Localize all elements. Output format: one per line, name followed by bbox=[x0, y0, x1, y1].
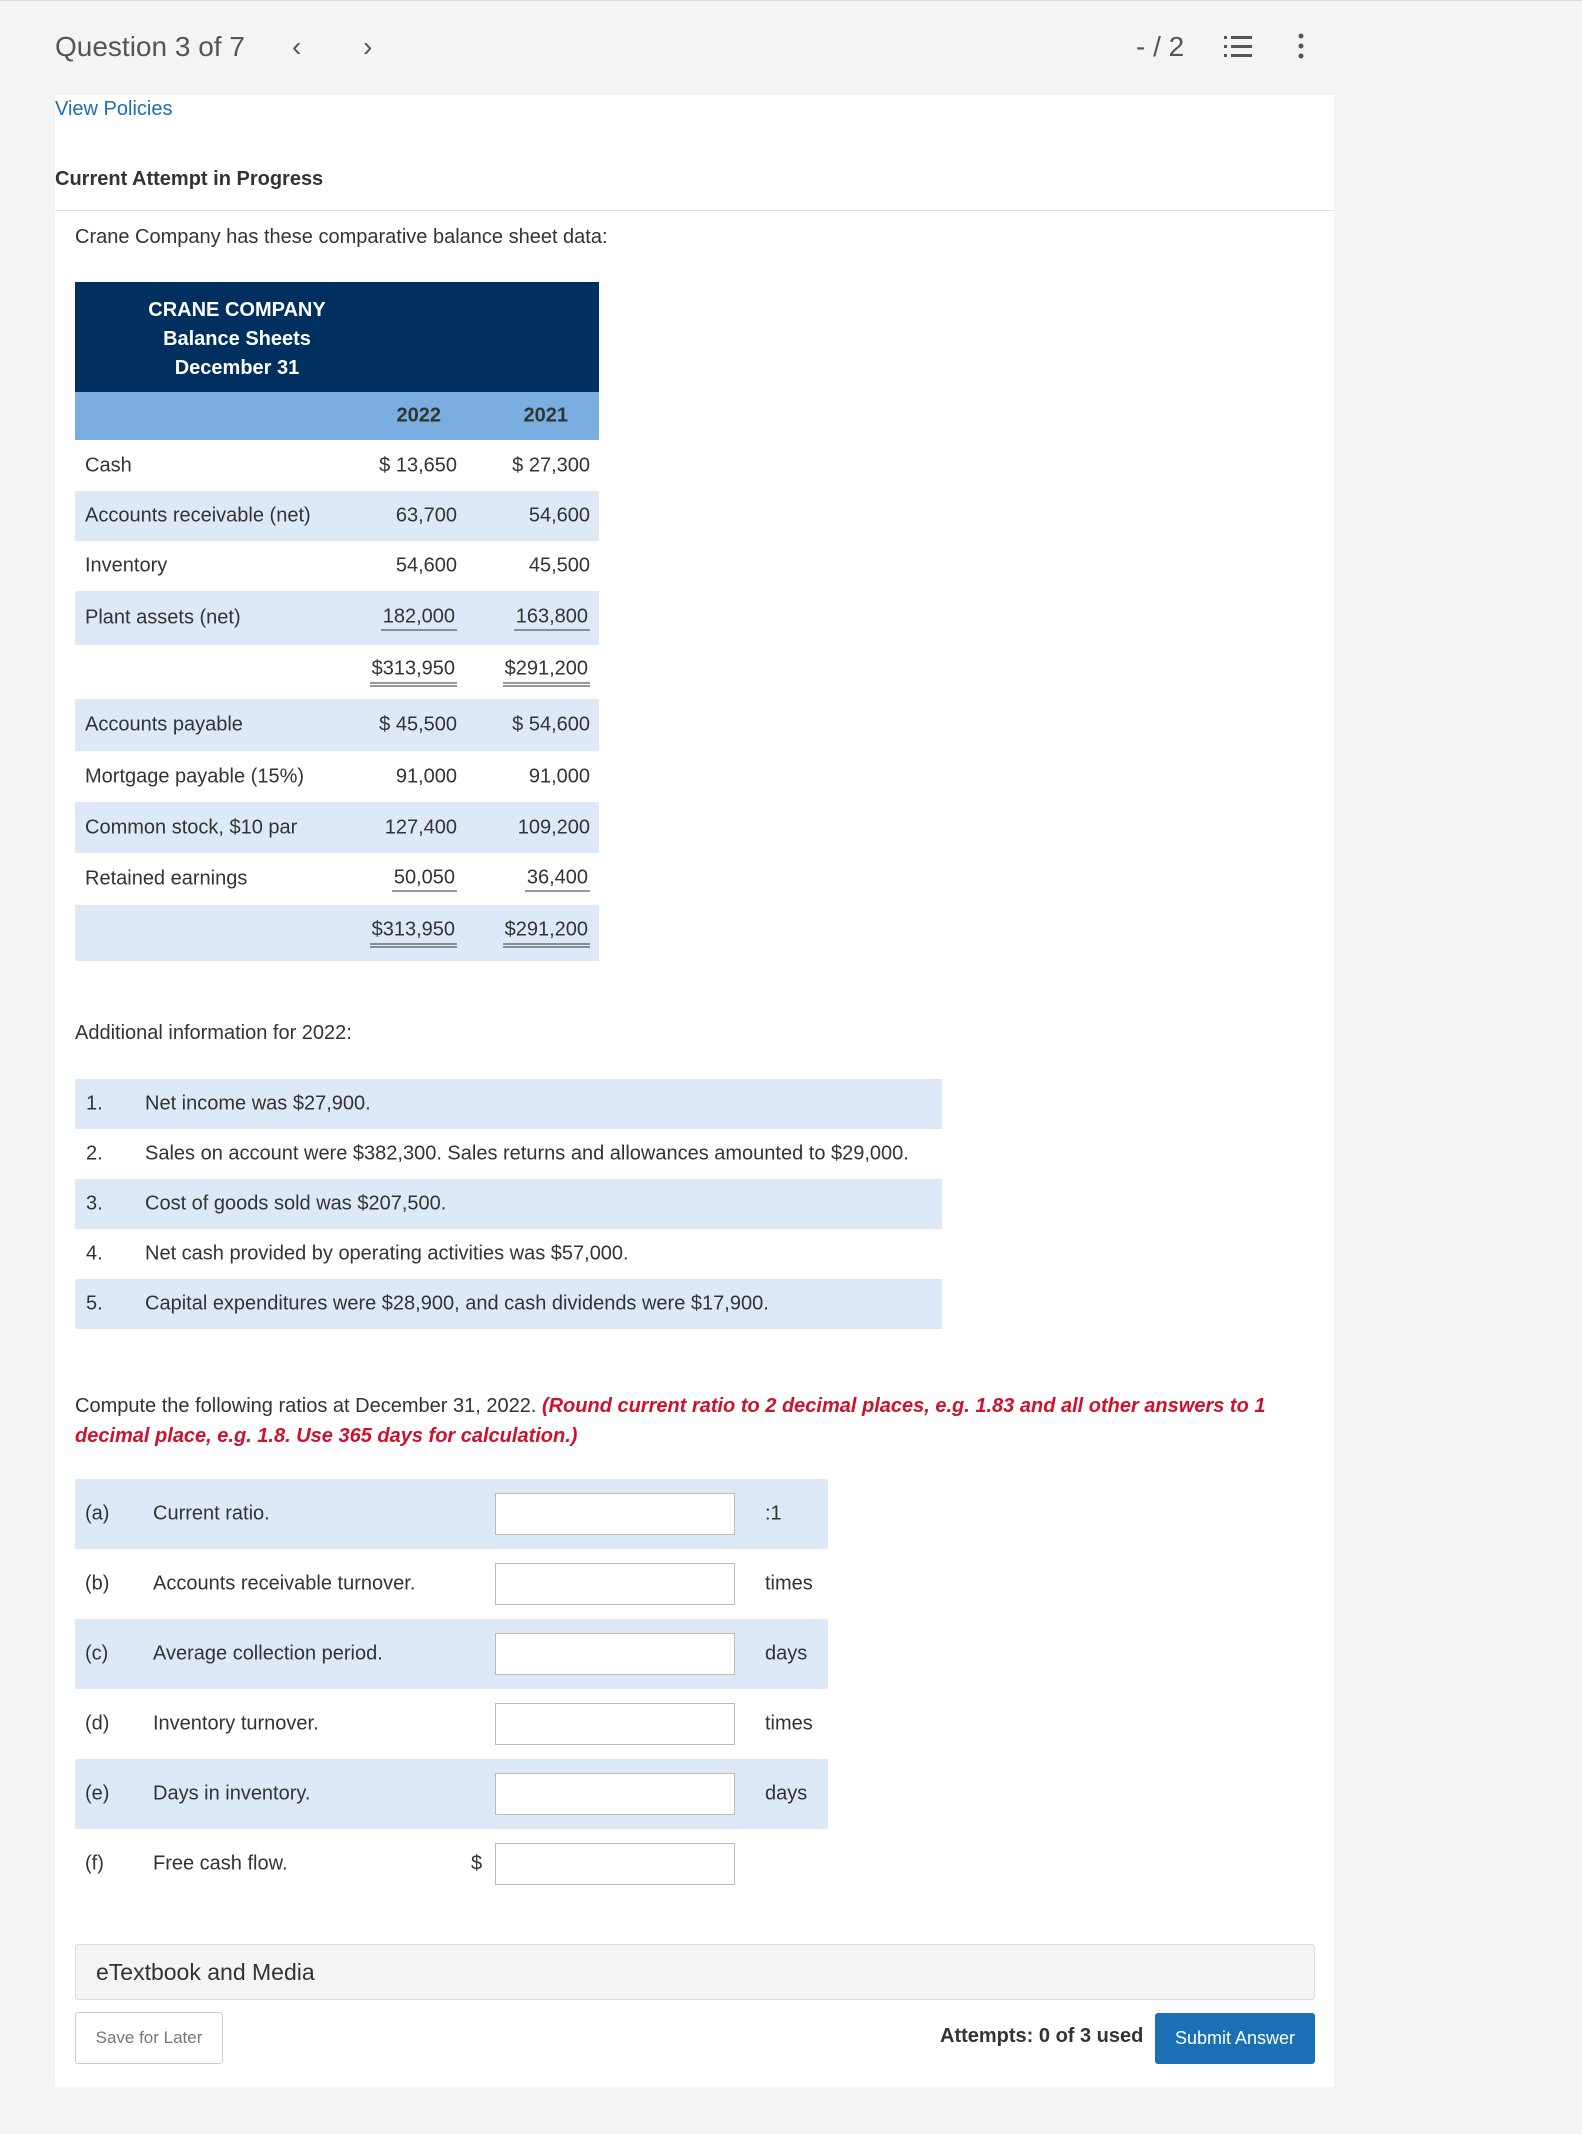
table-row bbox=[75, 440, 599, 491]
year-2021-header: 2021 bbox=[523, 404, 568, 427]
ratio-unit: times bbox=[765, 1712, 813, 1735]
list-item bbox=[75, 1279, 942, 1329]
table-row bbox=[75, 491, 599, 541]
value-2021: $291,200 bbox=[503, 658, 590, 687]
item-text: Net income was $27,900. bbox=[145, 1092, 371, 1115]
value-2022: 63,700 bbox=[395, 504, 457, 527]
item-text: Sales on account were $382,300. Sales returns and allowances amounted to $29,000. bbox=[145, 1142, 909, 1165]
ratio-letter: (b) bbox=[85, 1572, 110, 1595]
ratio-letter: (a) bbox=[85, 1502, 110, 1525]
row-label: Inventory bbox=[85, 554, 168, 577]
value-2021: 54,600 bbox=[528, 504, 590, 527]
item-number: 4. bbox=[86, 1242, 103, 1265]
value-2022: $ 45,500 bbox=[379, 713, 457, 736]
value-2021: 163,800 bbox=[514, 606, 590, 631]
view-policies-link[interactable]: View Policies bbox=[55, 98, 173, 120]
statement-date: December 31 bbox=[174, 357, 300, 379]
year-header-row bbox=[75, 392, 599, 440]
row-label: Accounts receivable (net) bbox=[85, 504, 311, 527]
ratio-row-days-in-inventory bbox=[75, 1759, 828, 1829]
divider bbox=[55, 210, 1334, 211]
value-2021: 36,400 bbox=[525, 867, 590, 892]
list-item bbox=[75, 1179, 942, 1229]
year-2022-header: 2022 bbox=[396, 404, 441, 427]
ratio-label: Inventory turnover. bbox=[153, 1712, 319, 1735]
value-2021: $ 27,300 bbox=[512, 454, 590, 476]
company-name: CRANE COMPANY bbox=[148, 299, 326, 321]
statement-name: Balance Sheets bbox=[163, 328, 311, 350]
balance-sheet-header bbox=[75, 282, 599, 392]
ratio-label: Average collection period. bbox=[153, 1642, 383, 1665]
item-number: 5. bbox=[86, 1292, 103, 1315]
etextbook-media-link[interactable]: eTextbook and Media bbox=[75, 1944, 1315, 2000]
rounding-note: (Round current ratio to 2 decimal places, e.g. 1.83 and all other answers to 1 decimal place, e.g. 1.8. Use 365 days for calculation.) bbox=[75, 1395, 1266, 1447]
table-row bbox=[75, 591, 599, 645]
value-2022: $313,950 bbox=[370, 919, 457, 948]
item-number: 2. bbox=[86, 1142, 103, 1165]
additional-info-heading: Additional information for 2022: bbox=[75, 1022, 352, 1044]
value-2021: $ 54,600 bbox=[512, 713, 590, 736]
ratio-row-ar-turnover bbox=[75, 1549, 828, 1619]
ratio-unit: days bbox=[765, 1642, 808, 1665]
ratio-letter: (e) bbox=[85, 1782, 110, 1805]
ratio-label: Current ratio. bbox=[153, 1502, 270, 1525]
ratio-row-inventory-turnover bbox=[75, 1689, 828, 1759]
table-row bbox=[75, 802, 599, 853]
balance-sheet-table bbox=[75, 282, 599, 961]
attempts-counter: Attempts: 0 of 3 used bbox=[940, 2025, 1144, 2047]
value-2022: 91,000 bbox=[395, 765, 457, 787]
ratio-prefix: $ bbox=[471, 1852, 483, 1875]
inventory-turnover-input[interactable] bbox=[495, 1703, 735, 1745]
table-row bbox=[75, 751, 599, 802]
free-cash-flow-input[interactable] bbox=[495, 1843, 735, 1885]
value-2022: $313,950 bbox=[370, 658, 457, 687]
ratio-label: Days in inventory. bbox=[153, 1782, 311, 1805]
list-item bbox=[75, 1129, 942, 1179]
additional-info-list bbox=[75, 1079, 942, 1329]
ratio-row-current-ratio bbox=[75, 1479, 828, 1549]
row-label: Plant assets (net) bbox=[85, 606, 241, 629]
attempt-status: Current Attempt in Progress bbox=[55, 168, 324, 190]
ratio-unit: days bbox=[765, 1782, 808, 1805]
question-score: - / 2 bbox=[1136, 31, 1185, 62]
value-2022: 127,400 bbox=[384, 816, 457, 838]
current-ratio-input[interactable] bbox=[495, 1493, 735, 1535]
table-row bbox=[75, 541, 599, 591]
ratio-letter: (f) bbox=[85, 1852, 104, 1875]
item-number: 1. bbox=[86, 1092, 103, 1115]
question-intro: Crane Company has these comparative balance sheet data: bbox=[75, 226, 608, 248]
table-row bbox=[75, 853, 599, 905]
more-options-icon[interactable] bbox=[1296, 31, 1306, 61]
value-2021: 45,500 bbox=[528, 554, 590, 577]
item-number: 3. bbox=[86, 1192, 103, 1215]
row-label: Common stock, $10 par bbox=[85, 816, 298, 838]
ratio-label: Free cash flow. bbox=[153, 1852, 288, 1875]
ar-turnover-input[interactable] bbox=[495, 1563, 735, 1605]
item-text: Capital expenditures were $28,900, and cash dividends were $17,900. bbox=[145, 1292, 769, 1315]
item-text: Cost of goods sold was $207,500. bbox=[145, 1192, 447, 1215]
value-2022: 50,050 bbox=[392, 867, 457, 892]
value-2021: 91,000 bbox=[528, 765, 590, 787]
total-liabilities-equity-row bbox=[75, 905, 599, 961]
ratio-answer-table bbox=[75, 1479, 828, 1899]
row-label: Cash bbox=[85, 454, 132, 476]
save-for-later-button[interactable]: Save for Later bbox=[75, 2012, 223, 2064]
ratio-unit: :1 bbox=[765, 1502, 782, 1525]
value-2022: 54,600 bbox=[395, 554, 457, 577]
ratio-letter: (c) bbox=[85, 1642, 109, 1665]
table-row bbox=[75, 699, 599, 751]
ratio-letter: (d) bbox=[85, 1712, 110, 1735]
ratio-label: Accounts receivable turnover. bbox=[153, 1572, 416, 1595]
ratio-unit: times bbox=[765, 1572, 813, 1595]
list-item bbox=[75, 1079, 942, 1129]
value-2022: $ 13,650 bbox=[379, 454, 457, 476]
value-2021: $291,200 bbox=[503, 919, 590, 948]
list-item bbox=[75, 1229, 942, 1279]
row-label: Retained earnings bbox=[85, 867, 248, 890]
collection-period-input[interactable] bbox=[495, 1633, 735, 1675]
row-label: Accounts payable bbox=[85, 713, 243, 736]
ratio-row-collection-period bbox=[75, 1619, 828, 1689]
instructions-text: Compute the following ratios at December 31, 2022. bbox=[75, 1395, 537, 1417]
instructions bbox=[75, 1391, 1315, 1451]
previous-question-icon[interactable]: ‹ bbox=[292, 31, 302, 62]
value-2022: 182,000 bbox=[381, 606, 457, 631]
row-label: Mortgage payable (15%) bbox=[85, 765, 305, 787]
ratio-row-free-cash-flow bbox=[75, 1829, 828, 1899]
question-counter: Question 3 of 7 bbox=[55, 31, 245, 62]
question-list-icon[interactable] bbox=[1224, 34, 1252, 60]
submit-answer-button[interactable]: Submit Answer bbox=[1155, 2013, 1315, 2064]
item-text: Net cash provided by operating activities was $57,000. bbox=[145, 1242, 629, 1265]
total-assets-row bbox=[75, 645, 599, 699]
value-2021: 109,200 bbox=[517, 816, 590, 838]
days-in-inventory-input[interactable] bbox=[495, 1773, 735, 1815]
top-bar bbox=[0, 0, 1582, 95]
next-question-icon[interactable]: › bbox=[363, 31, 373, 62]
